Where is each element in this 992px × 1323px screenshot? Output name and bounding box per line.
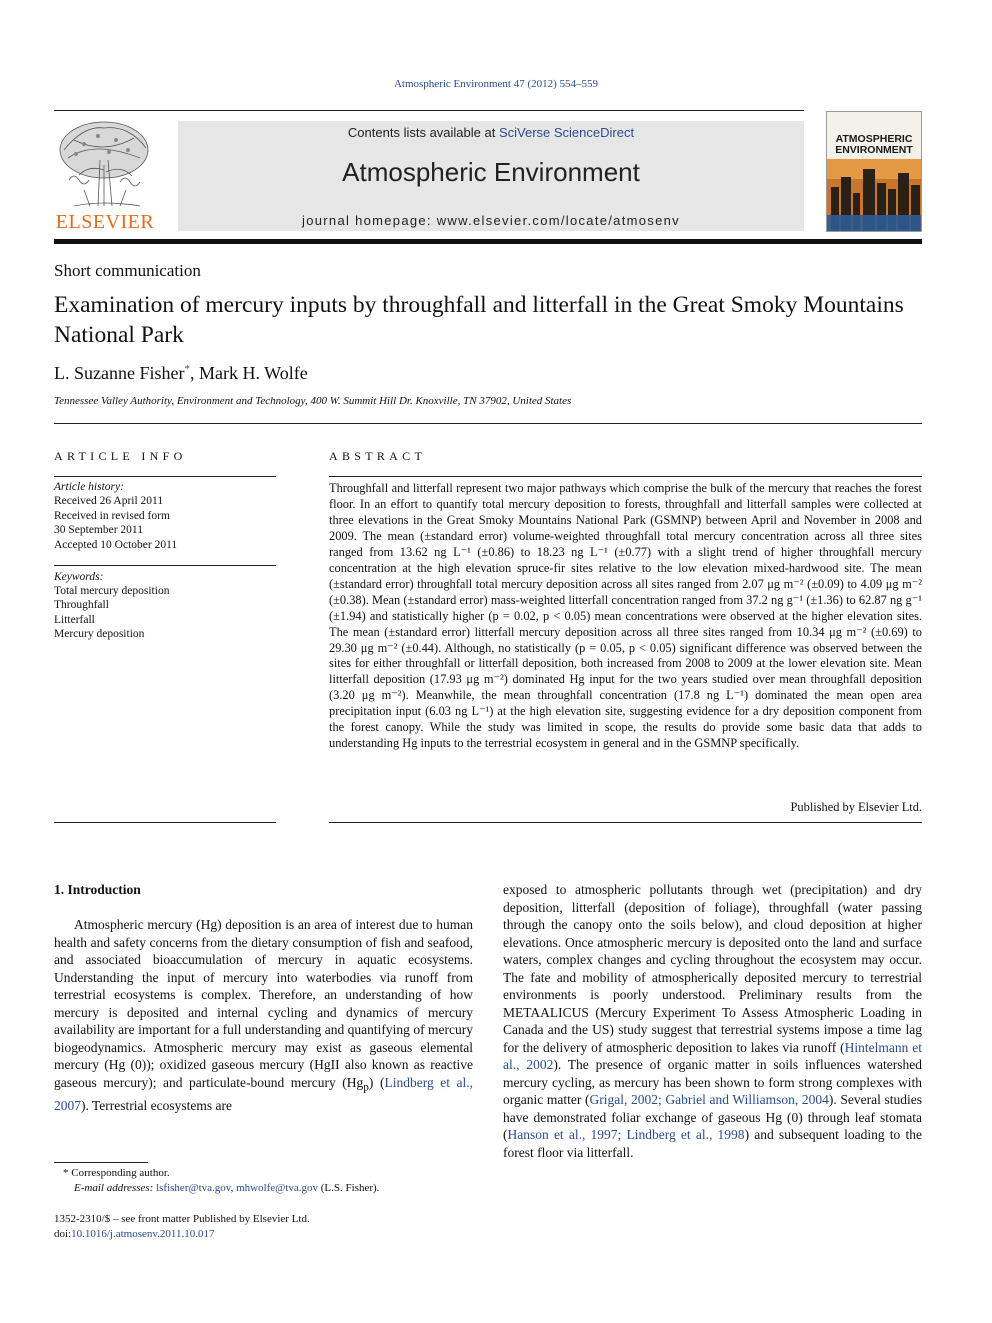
author-separator: ,: [189, 363, 199, 383]
cover-title-line2: ENVIRONMENT: [835, 144, 913, 156]
intro-paragraph-continued: [503, 881, 922, 1161]
corresponding-author-text: Corresponding author.: [71, 1167, 170, 1179]
journal-homepage[interactable]: journal homepage: www.elsevier.com/locate/atmosenv: [302, 213, 680, 228]
email-line: [54, 1181, 474, 1196]
citation-link[interactable]: Lindberg et al., 2007: [54, 1074, 473, 1113]
intro-text: ). The presence of organic matter in soils influences watershed mercury cycling, as mercury has been shown to form strong complexes with organic matter (: [503, 1057, 922, 1107]
elsevier-tree-icon: [54, 120, 156, 212]
issn-line: 1352-2310/$ – see front matter Published by Elsevier Ltd.: [54, 1213, 310, 1225]
email-wolfe-link[interactable]: mhwolfe@tva.gov: [236, 1182, 319, 1194]
footnote: [54, 1166, 474, 1196]
article-history-label: Article history:: [54, 481, 124, 493]
email-suffix: (L.S. Fisher).: [318, 1182, 380, 1194]
citation-link[interactable]: Hanson et al., 1997; Lindberg et al., 1998: [507, 1127, 745, 1142]
title-divider: [54, 423, 922, 424]
article-type: Short communication: [54, 261, 201, 280]
journal-reference[interactable]: Atmospheric Environment 47 (2012) 554–559: [393, 78, 599, 90]
journal-header: [178, 121, 804, 231]
author-wolfe[interactable]: Mark H. Wolfe: [198, 363, 308, 383]
corresponding-author-note: [54, 1166, 474, 1181]
history-revised-label: Received in revised form: [54, 509, 170, 522]
abstract-rule: [329, 476, 922, 477]
elsevier-wordmark: ELSEVIER: [55, 211, 155, 233]
article-info-bottom-rule: [54, 822, 276, 823]
top-rule: [54, 110, 804, 111]
keywords: [54, 570, 276, 641]
intro-text: ). Terrestrial ecosystems are: [81, 1097, 232, 1113]
keyword-item: Mercury deposition: [54, 627, 145, 640]
introduction-heading: 1. Introduction: [54, 882, 141, 897]
intro-text: ) (: [368, 1074, 385, 1090]
keywords-rule: [54, 565, 276, 566]
elsevier-logo[interactable]: [54, 120, 156, 232]
article-title: Examination of mercury inputs by throughfall and litterfall in the Great Smoky Mountains National Park: [54, 292, 904, 348]
history-accepted: Accepted 10 October 2011: [54, 538, 178, 551]
keywords-label: Keywords:: [54, 571, 104, 583]
intro-text: exposed to atmospheric pollutants through wet (precipitation) and dry deposition, litterfall (deposition of foliage), throughfall (water passing through the canopy onto the soils below), and cloud deposition at higher elevations. Once atmospheric mercury is deposited onto the land and surface waters, complex changes and cycling throughout the ecosystem may occur. The fate and mobility of atmospherically deposited mercury to terrestrial environments is poorly understood. Preliminary results from the METAALICUS (Mercury Experiment To Assess Atmospheric Loading in Canada and the US) study suggest that terrestrial systems impose a time lag for the delivery of atmospheric deposition to lakes via runoff (: [503, 882, 922, 1055]
doi-line: [54, 1227, 310, 1242]
author-list: [54, 363, 308, 384]
keyword-item: Litterfall: [54, 613, 95, 626]
citation-link[interactable]: Hintelmann et al., 2002: [503, 1039, 923, 1072]
intro-paragraph: [54, 916, 473, 1114]
intro-subscript: p: [363, 1081, 369, 1094]
issn-doi-block: [54, 1212, 310, 1241]
abstract-heading: ABSTRACT: [329, 449, 427, 463]
city-skyline-icon: [827, 159, 922, 231]
keyword-item: Throughfall: [54, 599, 109, 612]
cover-title: [827, 134, 921, 156]
abstract-bottom-rule: [329, 822, 922, 823]
contents-line: [178, 125, 804, 140]
doi-prefix: doi:: [54, 1227, 72, 1240]
cover-title-line1: ATMOSPHERIC: [835, 133, 913, 145]
journal-title: Atmospheric Environment: [342, 157, 640, 187]
email-separator: ,: [230, 1182, 237, 1194]
published-by: Published by Elsevier Ltd.: [790, 800, 922, 814]
citation-link[interactable]: Grigal, 2002; Gabriel and Williamson, 2004: [589, 1092, 829, 1107]
corresponding-author-mark[interactable]: *: [184, 363, 190, 375]
history-received: Received 26 April 2011: [54, 495, 164, 508]
footnote-rule: [54, 1162, 148, 1163]
footnote-mark: *: [63, 1167, 69, 1179]
abstract-text: Throughfall and litterfall represent two major pathways which comprise the bulk of the mercury that reaches the forest floor. In an effort to quantify total mercury deposition to forests, throughfall and litterfall samples were collected at three elevations in the Great Smoky Mountains National Park (GSMNP) between April and November in 2008 and 2009. The mean (±standard error) volume-weighted throughfall total mercury concentration across all three sites ranged from 13.62 ng L⁻¹ (±0.86) to 18.23 ng L⁻¹ (±0.77) with a slight trend of higher throughfall mercury concentration at the high elevation spruce-fir sites relative to the low elevation mixed-hardwood site. The mean (±standard error) throughfall total mercury deposition across all sites ranged from 2.07 μg m⁻² (±0.09) to 4.09 μg m⁻² (±0.38). Mean (±standard error) mass-weighted litterfall concentration ranged from 37.2 ng g⁻¹ (±1.36) to 62.87 ng g⁻¹ (±1.94) and statistically higher (p = 0.02, p < 0.05) mean concentrations were observed at the higher elevation sites. The mean (±standard error) litterfall mercury deposition across all three sites ranged from 10.34 μg m⁻² (±0.69) to 29.30 μg m⁻² (±0.44). Although, no statistically (p = 0.05, p < 0.05) significant difference was observed between the sites for either throughfall or litterfall deposition, both increased from 2008 to 2009 at the lower elevation site. Mean litterfall deposition (17.93 μg m⁻²) dominated Hg input for the two years studied over mean throughfall deposition (3.20 μg m⁻²). Meanwhile, the mean throughfall concentration (17.8 ng L⁻¹) dominated the mean open area precipitation input (6.03 ng L⁻¹) at the high elevation site, suggesting evidence for a dry deposition component from the forest canopy. While the study was limited in scope, the results do provide some basic data that adds to understanding Hg inputs to the terrestrial ecosystem in general and in the GSMNP specifically.: [329, 481, 922, 751]
article-info-rule: [54, 476, 276, 477]
article-history: [54, 480, 276, 552]
email-label: E-mail addresses:: [74, 1182, 154, 1194]
affiliation: Tennessee Valley Authority, Environment and Technology, 400 W. Summit Hill Dr. Knoxville, TN 37902, United States: [54, 395, 572, 407]
keyword-item: Total mercury deposition: [54, 585, 170, 598]
journal-cover[interactable]: [826, 111, 922, 232]
intro-text: ). Several studies have demonstrated foliar exchange of gaseous Hg (0) through leaf stomata (: [503, 1092, 923, 1142]
contents-prefix: Contents lists available at: [347, 125, 499, 140]
history-revised-date: 30 September 2011: [54, 524, 144, 537]
intro-left-column: [54, 916, 473, 1114]
sciencedirect-link[interactable]: SciVerse ScienceDirect: [498, 125, 635, 140]
header-divider: [54, 239, 922, 244]
email-fisher-link[interactable]: lsfisher@tva.gov: [156, 1182, 231, 1194]
intro-right-column: [503, 881, 922, 1161]
article-info-heading: ARTICLE INFO: [54, 449, 187, 463]
intro-text: ) and subsequent loading to the forest floor via litterfall.: [503, 1127, 922, 1160]
doi-link[interactable]: 10.1016/j.atmosenv.2011.10.017: [71, 1227, 215, 1240]
intro-text: Atmospheric mercury (Hg) deposition is an area of interest due to human health and safety concerns from the dietary consumption of fish and seafood, and associated bioaccumulation of mercury in aquatic ecosystems. Understanding the input of mercury into waterbodies via runoff from terrestrial ecosystems is complex. Therefore, an understanding of how mercury is deposited and internal cycling and dynamics of mercury availability are important for a full understanding and quantifying of mercury biogeodynamics. Atmospheric mercury may exist as gaseous elemental mercury (Hg (0)); oxidized gaseous mercury (HgII also known as reactive gaseous mercury); and particulate-bound mercury (Hg: [54, 917, 473, 1090]
author-fisher[interactable]: L. Suzanne Fisher: [54, 363, 185, 383]
